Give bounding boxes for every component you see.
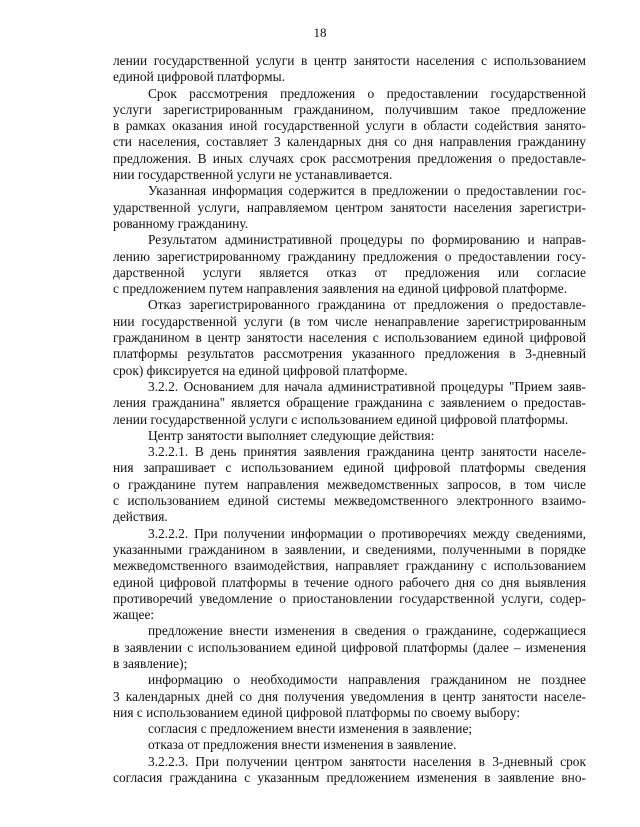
paragraph — [113, 183, 586, 232]
text-line: 3.2.2.3. При получении центром занятости населения в 3-дневный срок — [148, 753, 586, 769]
text-line: в заявлении с использованием единой цифровой платформы (далее – изменения — [113, 639, 586, 655]
page-number: 18 — [313, 25, 327, 40]
text-line: сти населения, составляет 3 календарных дня со дня направления гражданину — [113, 134, 586, 150]
text-line: отказа от предложения внести изменения в заявление. — [148, 737, 457, 753]
text-line: дарственной услуги является отказ от предложения или согласие — [113, 264, 586, 280]
text-line: единой цифровой платформы. — [113, 69, 285, 85]
text-line: противоречий уведомление о приостановлении государственной услуги, содер- — [113, 590, 586, 606]
text-line: жащее: — [113, 607, 155, 623]
text-line: согласия с предложением внести изменения в заявление; — [148, 721, 473, 737]
paragraph — [113, 672, 586, 721]
text-line: Срок рассмотрения предложения о предоставлении государственной — [148, 85, 586, 101]
paragraph — [113, 86, 586, 184]
text-line: Указанная информация содержится в предложении о предоставлении гос- — [148, 183, 586, 199]
paragraph — [113, 721, 586, 737]
paragraph — [113, 623, 586, 672]
document-body — [113, 53, 586, 786]
text-line: Отказ зарегистрированного гражданина от предложения о предоставле- — [148, 297, 586, 313]
text-line: лению зарегистрированному гражданину предложения о предоставлении госу- — [113, 248, 586, 264]
text-line: межведомственного взаимодействия, направляет гражданину с использованием — [113, 558, 586, 574]
text-line: предложение внести изменения в сведения о гражданине, содержащиеся — [148, 623, 586, 639]
text-line: предложения. В иных случаях срок рассмотрения предложения о предоставле- — [113, 150, 586, 166]
paragraph — [113, 754, 586, 787]
text-line: платформы результатов рассмотрения указанного предложения в 3-дневный — [113, 346, 586, 362]
text-line: Результатом административной процедуры по формированию и направ- — [148, 232, 586, 248]
text-line: с предложением путем направления заявления на единой цифровой платформе. — [113, 281, 568, 297]
text-line: информацию о необходимости направления гражданином не позднее — [148, 672, 586, 688]
text-line: 3.2.2.2. При получении информации о противоречиях между сведениями, — [148, 525, 586, 541]
text-line: 3.2.2. Основанием для начала административной процедуры "Прием заяв- — [148, 378, 586, 394]
text-line: действия. — [113, 509, 168, 525]
text-line: ления гражданина" является обращение гражданина с заявлением о предостав- — [113, 395, 586, 411]
text-line: о гражданине путем направления межведомственных запросов, в том числе — [113, 476, 586, 492]
paragraph — [113, 737, 586, 753]
text-line: ударственной услуги, направляемом центром занятости населения зарегистри- — [113, 199, 586, 215]
text-line: ния с использованием единой цифровой платформы по своему выбору: — [113, 704, 521, 720]
text-line: согласия гражданина с указанным предложением изменения в заявление вно- — [113, 770, 586, 786]
text-line: Центр занятости выполняет следующие действия: — [148, 427, 435, 443]
text-line: в заявление); — [113, 655, 188, 671]
text-line: нии государственной услуги (в том числе ненаправление зарегистрированным — [113, 313, 586, 329]
text-line: в рамках оказания иной государственной услуги в области содействия занято- — [113, 118, 586, 134]
paragraph — [113, 53, 586, 86]
text-line: ния запрашивает с использованием единой цифровой платформы сведения — [113, 460, 586, 476]
text-line: с использованием единой системы межведомственного электронного взаимо- — [113, 493, 586, 509]
text-line: рованному гражданину. — [113, 215, 249, 231]
paragraph — [113, 428, 586, 444]
text-line: 3 календарных дней со дня получения уведомления в центр занятости населе- — [113, 688, 586, 704]
paragraph — [113, 297, 586, 378]
text-line: единой цифровой платформы в течение одного рабочего дня со дня выявления — [113, 574, 586, 590]
text-line: нии государственной услуги не устанавливается. — [113, 167, 393, 183]
text-line: лении государственной услуги в центр занятости населения с использованием — [113, 53, 586, 68]
text-line: лении государственной услуги с использованием единой цифровой платформы. — [113, 411, 569, 427]
text-line: указанными гражданином в заявлении, и сведениями, полученными в порядке — [113, 541, 586, 557]
text-line: 3.2.2.1. В день принятия заявления гражданина центр занятости населе- — [148, 444, 586, 460]
paragraph — [113, 379, 586, 428]
paragraph — [113, 444, 586, 525]
paragraph — [113, 232, 586, 297]
text-line: гражданином в центр занятости населения с использованием единой цифровой — [113, 330, 586, 346]
paragraph — [113, 526, 586, 624]
text-line: услуги зарегистрированным гражданином, получившим такое предложение — [113, 101, 586, 117]
text-line: срок) фиксируется на единой цифровой платформе. — [113, 362, 408, 378]
